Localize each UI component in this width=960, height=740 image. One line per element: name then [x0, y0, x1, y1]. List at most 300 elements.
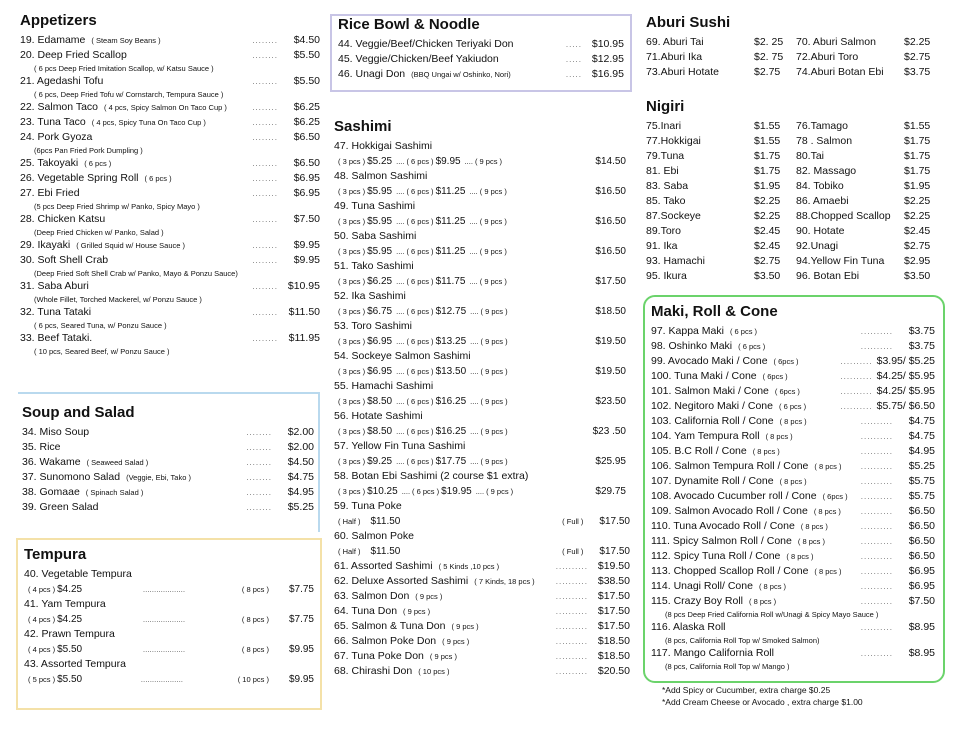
item-name-text: 98. Oshinko Maki: [651, 340, 733, 352]
menu-item-name: [651, 339, 857, 354]
item-name-text: 99. Avocado Maki / Cone: [651, 355, 768, 367]
dot-leader: ........: [252, 103, 278, 112]
item-name-text: 78 . Salmon: [796, 135, 853, 147]
nigiri-row: [646, 119, 946, 134]
menu-item: [334, 559, 630, 574]
nigiri-item: [796, 224, 946, 239]
item-price: $5.25: [287, 501, 314, 513]
item-description: ( 6 pcs, Seared Tuna, w/ Ponzu Sauce ): [34, 321, 167, 330]
size-small: ( 5 pcs ): [28, 675, 56, 684]
item-name-text: 106. Salmon Tempura Roll / Cone: [651, 460, 809, 472]
dot-leader: ....: [401, 487, 411, 496]
item-name-text: 94.Yellow Fin Tuna: [796, 255, 885, 267]
price-9pcs: $23.50: [595, 396, 626, 407]
tempura-size-row: [24, 672, 314, 687]
size-full: ( Full ): [562, 517, 584, 526]
item-name-text: 24. Pork Gyoza: [20, 131, 93, 143]
sashimi-size-row: [334, 274, 630, 289]
dot-leader: ........: [252, 189, 278, 198]
menu-item: [22, 500, 314, 515]
size-6pcs: ( 6 pcs ): [406, 307, 434, 316]
item-name-text: 113. Chopped Scallop Roll / Cone: [651, 565, 809, 577]
item-price: $19.50: [597, 560, 630, 572]
item-name-text: 105. B.C Roll / Cone: [651, 445, 747, 457]
appetizers-title: Appetizers: [20, 12, 97, 29]
dot-leader: ....: [470, 307, 479, 316]
size-6pcs: ( 6 pcs ): [406, 337, 434, 346]
menu-item: [651, 384, 935, 399]
item-price: $2. 25: [754, 36, 784, 48]
menu-item: [651, 549, 935, 564]
item-name-text: 97. Kappa Maki: [651, 325, 724, 337]
dot-leader: ....: [396, 157, 405, 166]
size-6pcs: ( 6 pcs ): [406, 397, 434, 406]
item-name-text: 65. Salmon & Tuna Don: [334, 620, 446, 632]
item-name-text: 102. Negitoro Maki / Cone: [651, 400, 773, 412]
tempura-section: [16, 538, 322, 710]
item-note: ( 6 pcs ): [738, 342, 766, 351]
menu-item-name: [651, 459, 857, 474]
menu-item-name: [651, 414, 857, 429]
price-3pcs: $5.95: [367, 186, 393, 197]
sashimi-item-name: 51. Tako Sashimi: [334, 260, 414, 272]
item-price: $1.95: [754, 180, 781, 192]
price-3pcs: $8.50: [367, 426, 393, 437]
item-price: $3.50: [754, 270, 781, 282]
item-price: $5.75: [908, 475, 935, 487]
item-name-text: 75.Inari: [646, 120, 682, 132]
poke-size-row: [334, 514, 630, 529]
price-full: $17.50: [599, 516, 630, 527]
nigiri-title: Nigiri: [646, 98, 685, 115]
menu-item: [20, 331, 320, 346]
item-note: ( 8 pcs ): [779, 417, 807, 426]
item-price: $6.50: [293, 157, 320, 169]
poke-list: [334, 499, 630, 559]
menu-item: [338, 52, 624, 67]
menu-item-name: [651, 646, 857, 661]
menu-item: [22, 440, 314, 455]
item-name-text: 36. Wakame: [22, 456, 81, 468]
item-note: ( 10 pcs ): [418, 667, 450, 676]
item-name-text: 91. Ika: [646, 240, 678, 252]
menu-item-name: [651, 369, 836, 384]
size-3pcs: ( 3 pcs ): [338, 307, 366, 316]
nigiri-row: [646, 149, 946, 164]
item-name-text: 68. Chirashi Don: [334, 665, 413, 677]
size-large: ( 10 pcs ): [237, 675, 269, 684]
nigiri-row: [646, 134, 946, 149]
item-note: ( 6pcs ): [822, 492, 848, 501]
dot-leader: ....: [396, 397, 405, 406]
menu-item: [334, 649, 630, 664]
menu-item: [20, 130, 320, 145]
size-small: ( 4 pcs ): [28, 615, 56, 624]
item-price: $16.95: [591, 68, 624, 80]
item-price: $2.00: [287, 441, 314, 453]
menu-item-name: [22, 470, 242, 485]
menu-item-name: [20, 171, 248, 186]
menu-item-name: [651, 519, 857, 534]
sashimi-item-name: 49. Tuna Sashimi: [334, 200, 416, 212]
size-9pcs: ( 9 pcs ): [479, 277, 507, 286]
item-name-text: 46. Unagi Don: [338, 68, 406, 80]
item-name-text: 115. Crazy Boy Roll: [651, 595, 744, 607]
item-description: ( 6 pcs Deep Fried Imitation Scallop, w/ Katsu Sauce ): [34, 64, 214, 73]
spacer: [509, 214, 596, 229]
nigiri-row: [646, 194, 946, 209]
dot-leader: ........: [252, 133, 278, 142]
item-name-text: 88.Chopped Scallop: [796, 210, 891, 222]
menu-item-name: [20, 33, 248, 48]
menu-item-name: [334, 664, 552, 679]
sashimi-item-name: 52. Ika Sashimi: [334, 290, 406, 302]
nigiri-item: [646, 209, 796, 224]
item-name-text: 96. Botan Ebi: [796, 270, 860, 282]
tempura-item-name: 43. Assorted Tempura: [24, 658, 126, 670]
item-price: $4.25/ $5.95: [876, 370, 935, 382]
soup-salad-list: [22, 425, 314, 515]
item-name-text: 27. Ebi Fried: [20, 187, 80, 199]
nigiri-item: [796, 134, 946, 149]
menu-item: [22, 425, 314, 440]
item-price: $1.75: [904, 150, 931, 162]
size-3pcs: ( 3 pcs ): [338, 457, 366, 466]
menu-item: [20, 171, 320, 186]
size-half: ( Half ): [338, 547, 361, 556]
nigiri-item: [796, 149, 946, 164]
size-6pcs: ( 6 pcs ): [406, 427, 434, 436]
menu-item-name: [20, 238, 248, 253]
sashimi-item-name: 53. Toro Sashimi: [334, 320, 413, 332]
menu-item-name: [651, 444, 857, 459]
item-price: $4.50: [287, 456, 314, 468]
menu-item: [334, 589, 630, 604]
tempura-title: Tempura: [24, 546, 87, 563]
menu-item: [651, 489, 935, 504]
item-name-text: 87.Sockeye: [646, 210, 701, 222]
item-name-text: 114. Unagi Roll/ Cone: [651, 580, 753, 592]
menu-item-name: [651, 534, 857, 549]
price-half: $11.50: [370, 546, 401, 557]
dot-leader: ..........: [555, 637, 588, 646]
menu-item: [651, 519, 935, 534]
dot-leader: ...................: [140, 675, 184, 684]
dot-leader: ..........: [555, 592, 588, 601]
item-price: $1.75: [904, 135, 931, 147]
menu-item-name: [334, 574, 552, 589]
item-price: $3.75: [904, 66, 931, 78]
dot-leader: ........: [252, 77, 278, 86]
item-price: $3.50: [904, 270, 931, 282]
dot-leader: ..........: [555, 562, 588, 571]
price-large: $7.75: [288, 584, 314, 595]
menu-item-name: [651, 384, 836, 399]
sashimi-size-row: [334, 244, 630, 259]
item-note: ( 6 pcs ): [84, 159, 112, 168]
size-9pcs: ( 9 pcs ): [480, 457, 508, 466]
sashimi-item-name: 56. Hotate Sashimi: [334, 410, 423, 422]
item-price: $2.45: [754, 240, 781, 252]
dot-leader: ....: [470, 367, 479, 376]
price-9pcs: $16.50: [595, 246, 626, 257]
price-small: $5.50: [57, 674, 83, 685]
item-name-text: 83. Saba: [646, 180, 689, 192]
price-6pcs: $16.25: [435, 396, 467, 407]
sashimi-title: Sashimi: [334, 118, 392, 135]
item-price: $2.95: [904, 255, 931, 267]
dot-leader: ........: [252, 282, 278, 291]
item-name-text: 25. Takoyaki: [20, 157, 79, 169]
dot-leader: ........: [246, 473, 272, 482]
price-9pcs: $29.75: [595, 486, 626, 497]
sashimi-list: [334, 139, 630, 499]
menu-item: [20, 238, 320, 253]
dot-leader: ..........: [860, 537, 893, 546]
aburi-item: [796, 35, 946, 50]
item-name-text: 21. Agedashi Tofu: [20, 75, 104, 87]
item-price: $2.45: [904, 225, 931, 237]
tempura-item-name: 40. Vegetable Tempura: [24, 568, 132, 580]
don-list: [334, 559, 630, 679]
tempura-item-name: 42. Prawn Tempura: [24, 628, 115, 640]
menu-item-name: [20, 279, 248, 294]
menu-item: [651, 414, 935, 429]
dot-leader: ..........: [555, 577, 588, 586]
menu-item-name: [338, 52, 562, 67]
item-note: ( 6 pcs ): [729, 327, 758, 336]
dot-leader: ........: [252, 256, 278, 265]
aburi-sushi-list: [646, 35, 946, 80]
price-9pcs: $14.50: [595, 156, 626, 167]
item-price: $18.50: [597, 635, 630, 647]
item-note: ( 8 pcs ): [765, 432, 793, 441]
dot-leader: ....: [469, 217, 478, 226]
dot-leader: ..........: [555, 652, 588, 661]
size-6pcs: ( 6 pcs ): [406, 277, 434, 286]
menu-item-name: [651, 620, 857, 635]
item-price: $12.95: [591, 53, 624, 65]
item-name-text: 79.Tuna: [646, 150, 685, 162]
tempura-size-row: [24, 642, 314, 657]
item-price: $4.75: [908, 415, 935, 427]
size-6pcs: ( 6 pcs ): [406, 187, 434, 196]
menu-item: [651, 534, 935, 549]
price-3pcs: $5.95: [367, 216, 393, 227]
item-description: ( 6 pcs, Deep Fried Tofu w/ Cornstarch, Tempura Sauce ): [34, 90, 224, 99]
dot-leader: ........: [252, 308, 278, 317]
item-note: ( 6pcs ): [774, 387, 800, 396]
aburi-item: [796, 65, 946, 80]
dot-leader: .....: [565, 40, 582, 49]
item-description: ( 10 pcs, Seared Beef, w/ Ponzu Sauce ): [34, 347, 170, 356]
dot-leader: ..........: [860, 552, 893, 561]
price-full: $17.50: [599, 546, 630, 557]
aburi-sushi-title: Aburi Sushi: [646, 14, 731, 31]
item-note: ( 4 pcs, Spicy Tuna On Taco Cup ): [91, 118, 206, 127]
price-9pcs: $23 .50: [592, 426, 626, 437]
soup-salad-section: [18, 392, 320, 532]
dot-leader: ..........: [860, 597, 893, 606]
menu-item-name: [334, 619, 552, 634]
dot-leader: ....: [396, 367, 405, 376]
price-9pcs: $16.50: [595, 186, 626, 197]
menu-item-name: [651, 564, 857, 579]
sashimi-size-row: [334, 424, 630, 439]
item-name-text: 112. Spicy Tuna Roll / Cone: [651, 550, 781, 562]
nigiri-row: [646, 164, 946, 179]
dot-leader: ..........: [860, 649, 893, 658]
item-price: $6.50: [908, 550, 935, 562]
item-price: $7.50: [908, 595, 935, 607]
maki-roll-cone-title: Maki, Roll & Cone: [651, 303, 778, 320]
item-name-text: 69. Aburi Tai: [646, 36, 704, 48]
menu-item-name: [20, 305, 248, 320]
menu-item-name: [20, 48, 248, 63]
item-name-text: 93. Hamachi: [646, 255, 705, 267]
item-note: ( 7 Kinds, 18 pcs ): [474, 577, 535, 586]
size-9pcs: ( 9 pcs ): [474, 157, 503, 166]
price-6pcs: $11.75: [435, 276, 466, 287]
menu-item-name: [334, 649, 552, 664]
rice-bowl-noodle-list: [338, 37, 624, 82]
dot-leader: ........: [252, 51, 278, 60]
dot-leader: ..........: [555, 607, 588, 616]
item-price: $10.95: [591, 38, 624, 50]
item-note: ( 8 pcs ): [814, 462, 842, 471]
dot-leader: ....: [469, 247, 478, 256]
dot-leader: ....: [396, 427, 405, 436]
menu-item: [334, 619, 630, 634]
item-name-text: 77.Hokkigai: [646, 135, 701, 147]
poke-item-name: 59. Tuna Poke: [334, 500, 402, 512]
size-9pcs: ( 9 pcs ): [480, 307, 508, 316]
aburi-item: [796, 50, 946, 65]
item-price: $4.95: [908, 445, 935, 457]
aburi-item: [646, 50, 796, 65]
menu-item-name: [20, 156, 248, 171]
poke-size-row: [334, 544, 630, 559]
menu-item-name: [22, 425, 242, 440]
item-name-text: 116. Alaska Roll: [651, 621, 726, 633]
nigiri-item: [646, 269, 796, 284]
dot-leader: ........: [252, 118, 278, 127]
menu-item-name: [651, 474, 857, 489]
item-price: $18.50: [597, 650, 630, 662]
size-3pcs: ( 3 pcs ): [338, 337, 366, 346]
size-9pcs: ( 9 pcs ): [480, 337, 508, 346]
nigiri-item: [796, 179, 946, 194]
item-description: (8 pcs, California Roll Top w/ Smoked Salmon): [665, 636, 820, 645]
item-price: $2.75: [754, 66, 781, 78]
price-9pcs: $18.50: [595, 306, 626, 317]
dot-leader: ..........: [860, 623, 893, 632]
item-name-text: 81. Ebi: [646, 165, 679, 177]
menu-item: [651, 369, 935, 384]
dot-leader: ........: [252, 334, 278, 343]
item-name-text: 100. Tuna Maki / Cone: [651, 370, 757, 382]
item-price: $4.75: [908, 430, 935, 442]
sashimi-item-name: 54. Sockeye Salmon Sashimi: [334, 350, 471, 362]
dot-leader: ....: [396, 247, 405, 256]
price-half: $11.50: [370, 516, 401, 527]
item-price: $1.75: [904, 165, 931, 177]
item-name-text: 37. Sunomono Salad: [22, 471, 121, 483]
price-9pcs: $16.50: [595, 216, 626, 227]
menu-item: [651, 429, 935, 444]
size-9pcs: ( 9 pcs ): [480, 427, 508, 436]
menu-item: [334, 664, 630, 679]
item-note: ( 8 pcs ): [786, 552, 814, 561]
price-6pcs: $19.95: [441, 486, 472, 497]
item-name-text: 33. Beef Tataki.: [20, 332, 93, 344]
item-note: ( 4 pcs, Spicy Salmon On Taco Cup ): [104, 103, 227, 112]
dot-leader: ....: [470, 337, 479, 346]
dot-leader: ........: [246, 458, 272, 467]
dot-leader: ....: [469, 187, 478, 196]
price-6pcs: $9.95: [435, 156, 461, 167]
menu-item: [22, 470, 314, 485]
aburi-row: [646, 50, 946, 65]
sashimi-item-name: 48. Salmon Sashimi: [334, 170, 428, 182]
item-price: $5.50: [293, 75, 320, 87]
footnote: *Add Cream Cheese or Avocado , extra charge $1.00: [662, 697, 863, 707]
dot-leader: ..........: [860, 582, 893, 591]
nigiri-row: [646, 269, 946, 284]
item-note: ( 9 pcs ): [451, 622, 479, 631]
price-9pcs: $17.50: [595, 276, 626, 287]
dot-leader: ...................: [142, 645, 186, 654]
aburi-item: [646, 65, 796, 80]
menu-item: [20, 115, 320, 130]
item-price: $2.75: [904, 51, 931, 63]
price-3pcs: $6.75: [367, 306, 393, 317]
dot-leader: ........: [252, 241, 278, 250]
menu-item: [651, 354, 935, 369]
sashimi-section: [334, 118, 630, 679]
dot-leader: ...................: [142, 585, 186, 594]
dot-leader: ....: [396, 277, 405, 286]
item-price: $10.95: [287, 280, 320, 292]
item-name-text: 62. Deluxe Assorted Sashimi: [334, 575, 469, 587]
menu-item-name: [651, 504, 857, 519]
nigiri-item: [646, 164, 796, 179]
item-note: ( 8 pcs ): [813, 507, 841, 516]
menu-item: [20, 186, 320, 201]
price-6pcs: $11.25: [435, 216, 466, 227]
item-note: ( 9 pcs ): [429, 652, 457, 661]
item-name-text: 117. Mango California Roll: [651, 647, 774, 659]
menu-item-name: [651, 579, 857, 594]
item-name-text: 67. Tuna Poke Don: [334, 650, 424, 662]
nigiri-item: [646, 194, 796, 209]
item-price: $38.50: [597, 575, 630, 587]
item-price: $4.75: [287, 471, 314, 483]
item-note: ( 5 Kinds ,10 pcs ): [438, 562, 500, 571]
item-name-text: 86. Amaebi: [796, 195, 849, 207]
menu-item: [651, 399, 935, 414]
item-price: $4.50: [293, 34, 320, 46]
menu-item-name: [334, 604, 552, 619]
menu-item: [22, 485, 314, 500]
size-9pcs: ( 9 pcs ): [486, 487, 514, 496]
sashimi-size-row: [334, 184, 630, 199]
nigiri-item: [796, 269, 946, 284]
item-name-text: 80.Tai: [796, 150, 825, 162]
item-name-text: 107. Dynamite Roll / Cone: [651, 475, 774, 487]
item-price: $8.95: [908, 621, 935, 633]
dot-leader: ....: [470, 397, 479, 406]
